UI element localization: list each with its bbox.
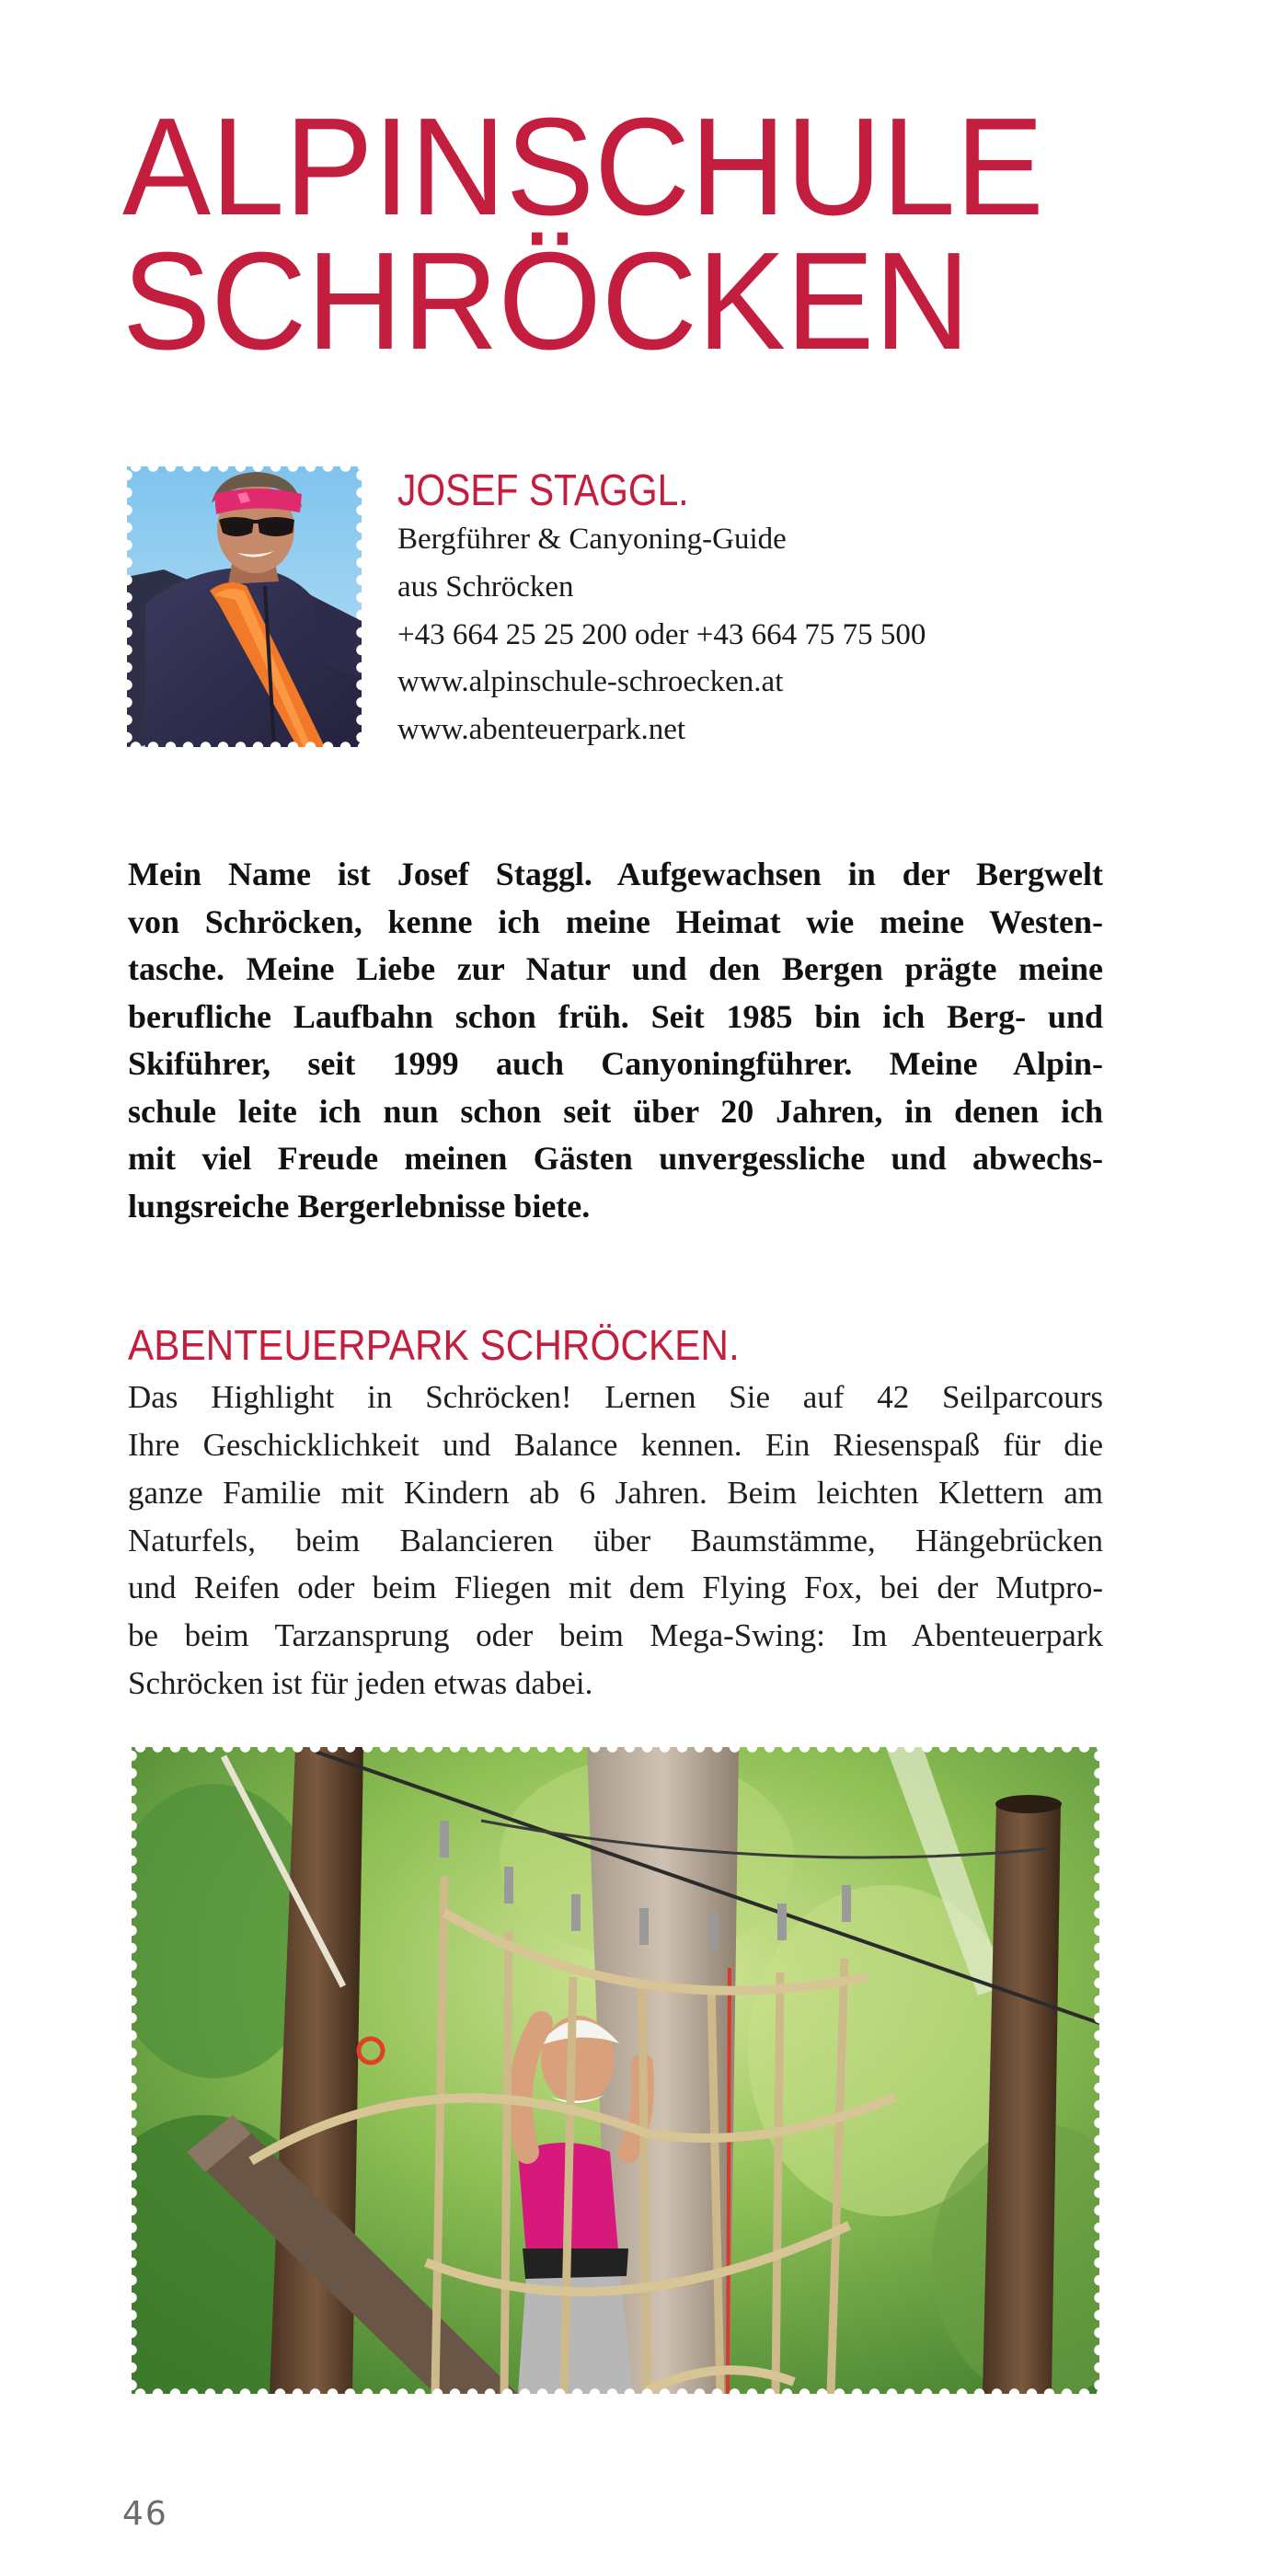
phone-numbers: +43 664 25 25 200 oder +43 664 75 75 500 xyxy=(397,618,926,651)
page-title-line-2: SCHRÖCKEN xyxy=(122,223,971,378)
bio-line: Skiführer, seit 1999 auch Canyoningführer. Meine Alpin- xyxy=(128,1045,1103,1082)
bio-line: berufliche Laufbahn schon früh. Seit 1985 bin ich Berg- und xyxy=(128,998,1103,1035)
website-link-abenteuerpark[interactable]: www.abenteuerpark.net xyxy=(397,713,686,746)
bio-line: lungsreiche Bergerlebnisse biete. xyxy=(128,1188,591,1225)
portrait-photo xyxy=(127,466,362,747)
guide-name: JOSEF STAGGL. xyxy=(397,466,689,515)
park-line: Ihre Geschicklichkeit und Balance kennen. Ein Riesenspaß für die xyxy=(128,1427,1103,1463)
park-line: Schröcken ist für jeden etwas dabei. xyxy=(128,1665,593,1701)
park-line: be beim Tarzansprung oder beim Mega-Swing: Im Abenteuerpark xyxy=(128,1617,1103,1653)
park-line: Naturfels, beim Balancieren über Baumstämme, Hängebrücken xyxy=(128,1523,1103,1558)
portrait-image xyxy=(127,466,362,747)
bio-line: Mein Name ist Josef Staggl. Aufgewachsen in der Bergwelt xyxy=(128,856,1103,892)
page-title-line-1: ALPINSCHULE xyxy=(122,88,1044,244)
bio-line: mit viel Freude meinen Gästen unvergessliche und abwechs- xyxy=(128,1140,1103,1177)
rope-course-photo xyxy=(132,1747,1099,2394)
website-link-alpinschule[interactable]: www.alpinschule-schroecken.at xyxy=(397,665,784,698)
rope-course-image xyxy=(132,1747,1099,2394)
park-line: Das Highlight in Schröcken! Lernen Sie auf 42 Seilparcours xyxy=(128,1379,1103,1415)
guide-role: Bergführer & Canyoning-Guide xyxy=(397,523,787,556)
guide-origin: aus Schröcken xyxy=(397,570,574,604)
section-heading-abenteuerpark: ABENTEUERPARK SCHRÖCKEN. xyxy=(128,1321,740,1369)
bio-line: tasche. Meine Liebe zur Natur und den Bergen prägte meine xyxy=(128,950,1103,987)
bio-line: schule leite ich nun schon seit über 20 Jahren, in denen ich xyxy=(128,1093,1103,1130)
bio-line: von Schröcken, kenne ich meine Heimat wie meine Westen- xyxy=(128,903,1103,940)
park-line: ganze Familie mit Kindern ab 6 Jahren. Beim leichten Klettern am xyxy=(128,1475,1103,1511)
page-number: 46 xyxy=(122,2495,168,2533)
park-line: und Reifen oder beim Fliegen mit dem Flying Fox, bei der Mutpro- xyxy=(128,1570,1103,1605)
